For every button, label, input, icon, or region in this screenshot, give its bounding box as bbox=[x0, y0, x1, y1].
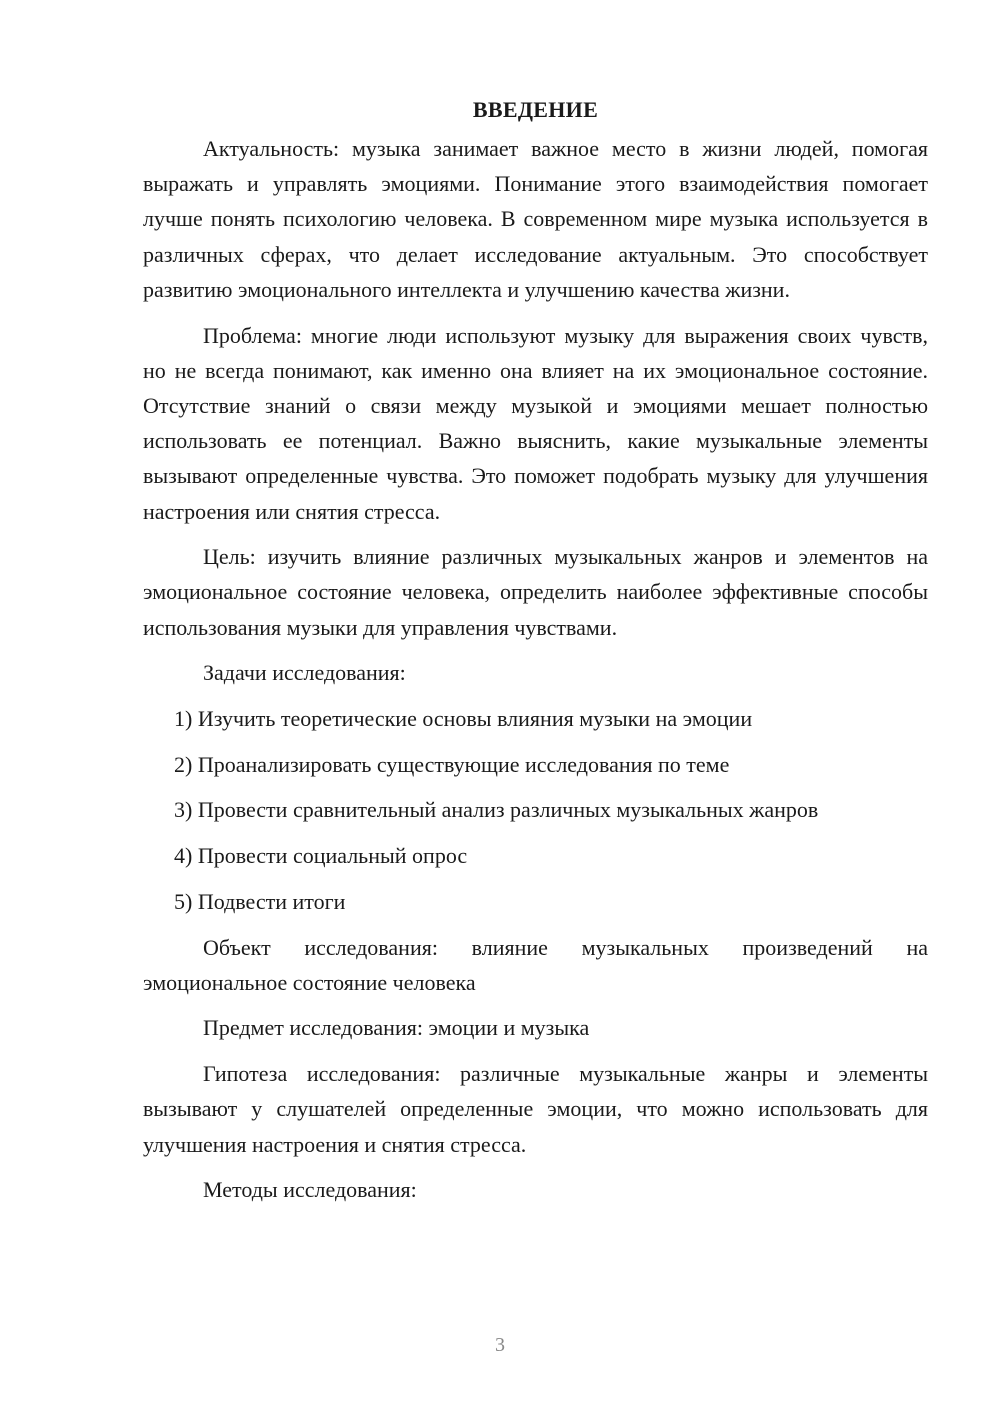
page-number: 3 bbox=[495, 1334, 505, 1356]
list-item: 1) Изучить теоретические основы влияния музыки на эмоции bbox=[174, 706, 753, 732]
subject-paragraph: Предмет исследования: эмоции и музыка bbox=[203, 1015, 590, 1041]
object-paragraph: Объект исследования: влияние музыкальных произведений на эмоциональное состояние человека bbox=[143, 934, 928, 995]
hypothesis-paragraph: Гипотеза исследования: различные музыкальные жанры и элементы вызывают у слушателей определенные эмоции, что можно использовать для улучшения настроения и снятия стресса. bbox=[143, 1061, 928, 1157]
problem-paragraph: Проблема: многие люди используют музыку для выражения своих чувств, но не всегда понимают, как именно она влияет на их эмоциональное состояние. Отсутствие знаний о связи между музыкой и эмоциями мешает полностью использовать ее потенциал. Важно выяснить, какие музыкальные элементы вызывают определенные чувства. Это поможет подобрать музыку для улучшения настроения или снятия стресса. bbox=[143, 322, 928, 524]
list-item: 5) Подвести итоги bbox=[174, 888, 346, 914]
tasks-heading: Задачи исследования: bbox=[203, 660, 406, 686]
list-item: 3) Провести сравнительный анализ различных музыкальных жанров bbox=[174, 797, 819, 823]
tasks-list bbox=[143, 701, 928, 919]
list-item: 2) Проанализировать существующие исследования по теме bbox=[174, 751, 730, 777]
relevance-paragraph: Актуальность: музыка занимает важное место в жизни людей, помогая выражать и управлять эмоциями. Понимание этого взаимодействия помогает лучше понять психологию человека. В современном мире музыка используется в различных сферах, что делает исследование актуальным. Это способствует развитию эмоционального интеллекта и улучшению качества жизни. bbox=[143, 136, 928, 302]
goal-paragraph: Цель: изучить влияние различных музыкальных жанров и элементов на эмоциональное состояние человека, определить наиболее эффективные способы использования музыки для управления чувствами. bbox=[143, 544, 928, 640]
document-page bbox=[143, 92, 928, 1218]
list-item: 4) Провести социальный опрос bbox=[174, 843, 468, 869]
methods-heading: Методы исследования: bbox=[203, 1177, 417, 1203]
section-title: ВВЕДЕНИЕ bbox=[472, 97, 599, 122]
